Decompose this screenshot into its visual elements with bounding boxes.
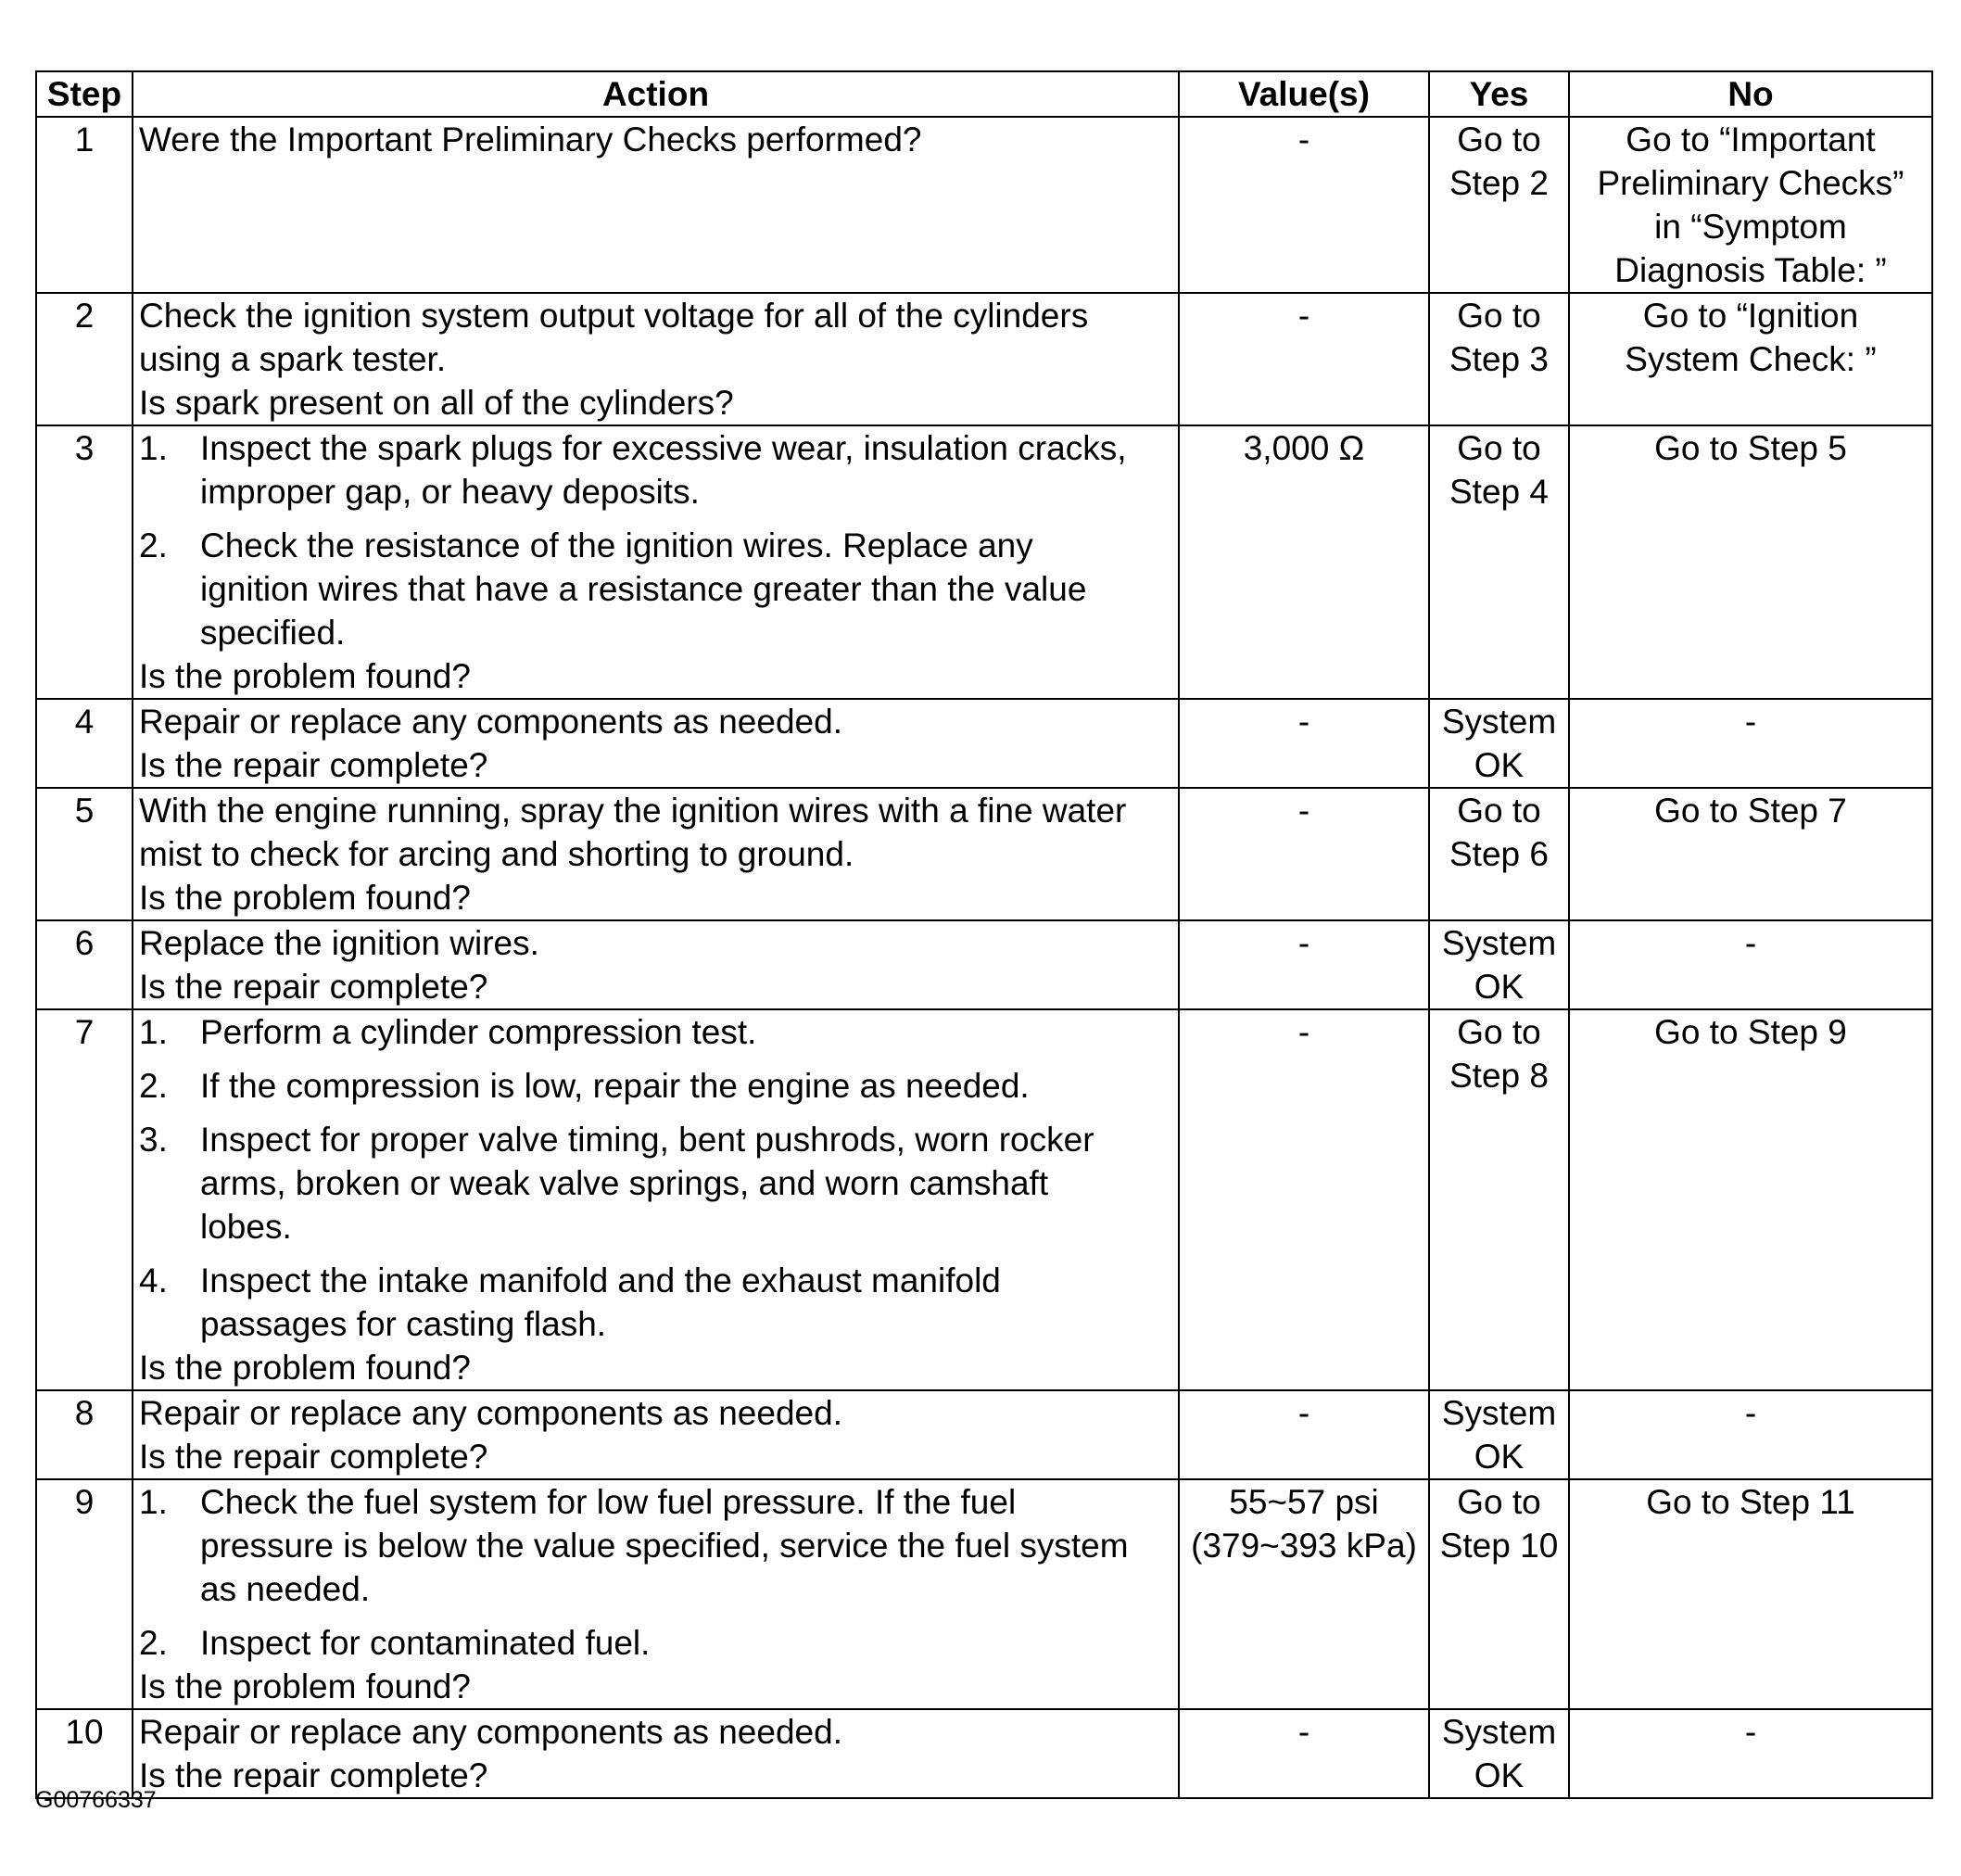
- value-cell: -: [1179, 293, 1429, 425]
- action-question: Is the problem found?: [139, 1349, 471, 1387]
- value-cell: -: [1179, 920, 1429, 1009]
- list-item: [139, 426, 1172, 513]
- action-text: Repair or replace any components as needed.: [139, 1394, 842, 1432]
- list-item-line: ignition wires that have a resistance greater than the value: [200, 570, 1087, 608]
- action-cell: [133, 1709, 1179, 1798]
- value-cell: -: [1179, 1709, 1429, 1798]
- step-number: 4: [36, 699, 133, 788]
- step-number: 9: [36, 1479, 133, 1709]
- no-text: in “Symptom: [1654, 208, 1847, 246]
- action-question: Is the problem found?: [139, 1667, 471, 1705]
- table-row: [36, 293, 1932, 425]
- value-cell: -: [1179, 699, 1429, 788]
- list-item-line: Inspect the intake manifold and the exhaust manifold: [200, 1261, 1001, 1299]
- yes-text: OK: [1474, 1756, 1525, 1794]
- yes-text: Go to: [1457, 792, 1541, 830]
- value-cell: -: [1179, 1390, 1429, 1479]
- yes-text: OK: [1474, 968, 1525, 1006]
- no-cell: [1569, 920, 1932, 1009]
- action-text: mist to check for arcing and shorting to ground.: [139, 835, 854, 873]
- no-text: Go to Step 5: [1654, 429, 1847, 467]
- yes-text: Go to: [1457, 297, 1541, 335]
- no-cell: [1569, 293, 1932, 425]
- list-item: [139, 1480, 1172, 1611]
- list-item-text: [200, 426, 1172, 513]
- list-item-number: 1.: [139, 1483, 168, 1521]
- action-question: Is the repair complete?: [139, 968, 488, 1006]
- header-no: No: [1569, 71, 1932, 117]
- list-item-text: [200, 1064, 1172, 1108]
- action-cell: [133, 117, 1179, 293]
- no-text: System Check: ”: [1625, 340, 1877, 378]
- no-text: -: [1744, 1713, 1757, 1751]
- no-cell: [1569, 117, 1932, 293]
- no-text: -: [1744, 924, 1757, 962]
- yes-cell: [1429, 425, 1569, 699]
- list-item-line: Inspect for proper valve timing, bent pushrods, worn rocker: [200, 1121, 1094, 1159]
- list-item-number: 4.: [139, 1261, 168, 1299]
- action-steps-list: [139, 426, 1172, 654]
- step-number: 5: [36, 788, 133, 920]
- yes-text: Step 6: [1449, 835, 1549, 873]
- no-text: -: [1744, 1394, 1757, 1432]
- yes-cell: [1429, 1709, 1569, 1798]
- list-item: [139, 1621, 1172, 1665]
- figure-id: G00766337: [35, 1787, 157, 1813]
- list-item-line: arms, broken or weak valve springs, and worn camshaft: [200, 1164, 1049, 1202]
- list-item-line: improper gap, or heavy deposits.: [200, 473, 700, 511]
- yes-text: Go to: [1457, 120, 1541, 158]
- list-item-text: [200, 1259, 1172, 1346]
- list-item: [139, 524, 1172, 654]
- list-item-number: 1.: [139, 429, 168, 467]
- action-question: Is the problem found?: [139, 879, 471, 917]
- value-cell: -: [1179, 117, 1429, 293]
- list-item-line: lobes.: [200, 1208, 292, 1246]
- table-row: [36, 699, 1932, 788]
- yes-text: Go to: [1457, 429, 1541, 467]
- table-row: [36, 425, 1932, 699]
- list-item: [139, 1259, 1172, 1346]
- table-row: [36, 920, 1932, 1009]
- yes-text: System: [1441, 1394, 1557, 1432]
- action-cell: [133, 425, 1179, 699]
- no-text: -: [1744, 703, 1757, 741]
- list-item-line: as needed.: [200, 1570, 371, 1608]
- list-item-line: If the compression is low, repair the engine as needed.: [200, 1067, 1030, 1105]
- yes-text: OK: [1474, 1438, 1525, 1476]
- list-item-text: [200, 1480, 1172, 1611]
- no-text: Go to “Ignition: [1642, 297, 1859, 335]
- no-text: Go to Step 9: [1654, 1013, 1847, 1051]
- action-question: Is the problem found?: [139, 657, 471, 695]
- step-number: 10: [36, 1709, 133, 1798]
- action-text: Replace the ignition wires.: [139, 924, 539, 962]
- no-cell: [1569, 1479, 1932, 1709]
- header-step: Step: [36, 71, 133, 117]
- action-cell: [133, 1390, 1179, 1479]
- list-item-number: 2.: [139, 1067, 168, 1105]
- step-number: 7: [36, 1009, 133, 1390]
- list-item-text: [200, 524, 1172, 654]
- action-text: Check the ignition system output voltage for all of the cylinders: [139, 297, 1089, 335]
- action-question: Is the repair complete?: [139, 1756, 488, 1794]
- action-cell: [133, 788, 1179, 920]
- action-question: Is the repair complete?: [139, 1438, 488, 1476]
- yes-text: Step 3: [1449, 340, 1549, 378]
- action-text: using a spark tester.: [139, 340, 447, 378]
- step-number: 8: [36, 1390, 133, 1479]
- list-item-line: Perform a cylinder compression test.: [200, 1013, 757, 1051]
- no-cell: [1569, 425, 1932, 699]
- list-item-line: Check the fuel system for low fuel pressure. If the fuel: [200, 1483, 1017, 1521]
- value-cell: -: [1179, 1009, 1429, 1390]
- list-item-line: Check the resistance of the ignition wires. Replace any: [200, 526, 1033, 564]
- list-item-number: 2.: [139, 526, 168, 564]
- yes-cell: [1429, 1479, 1569, 1709]
- action-cell: [133, 920, 1179, 1009]
- list-item-line: pressure is below the value specified, service the fuel system: [200, 1527, 1129, 1565]
- yes-text: Step 8: [1449, 1057, 1549, 1095]
- action-cell: [133, 699, 1179, 788]
- no-text: Go to Step 7: [1654, 792, 1847, 830]
- list-item-number: 2.: [139, 1624, 168, 1662]
- table-row: [36, 788, 1932, 920]
- no-cell: [1569, 1390, 1932, 1479]
- yes-text: Step 10: [1439, 1527, 1559, 1565]
- yes-text: System: [1441, 924, 1557, 962]
- yes-cell: [1429, 788, 1569, 920]
- list-item: [139, 1064, 1172, 1108]
- diagnostic-table: [35, 70, 1933, 1799]
- header-yes: Yes: [1429, 71, 1569, 117]
- value-cell: -: [1179, 788, 1429, 920]
- header-values: Value(s): [1179, 71, 1429, 117]
- action-cell: [133, 293, 1179, 425]
- action-text: Were the Important Preliminary Checks performed?: [139, 120, 922, 158]
- list-item-number: 1.: [139, 1013, 168, 1051]
- no-cell: [1569, 1709, 1932, 1798]
- list-item-line: passages for casting flash.: [200, 1305, 607, 1343]
- action-steps-list: [139, 1480, 1172, 1665]
- list-item-line: specified.: [200, 614, 346, 652]
- step-number: 3: [36, 425, 133, 699]
- no-text: Diagnosis Table: ”: [1614, 251, 1887, 289]
- action-question: Is the repair complete?: [139, 746, 488, 784]
- list-item: [139, 1010, 1172, 1054]
- no-text: Go to “Important: [1626, 120, 1876, 158]
- table-body: [36, 117, 1932, 1798]
- yes-text: Step 2: [1449, 164, 1549, 202]
- table-row: [36, 1479, 1932, 1709]
- list-item: [139, 1118, 1172, 1249]
- yes-cell: [1429, 1009, 1569, 1390]
- yes-text: Go to: [1457, 1483, 1541, 1521]
- yes-cell: [1429, 293, 1569, 425]
- yes-text: System: [1441, 703, 1557, 741]
- action-question: Is spark present on all of the cylinders?: [139, 384, 734, 422]
- yes-cell: [1429, 699, 1569, 788]
- list-item-line: Inspect for contaminated fuel.: [200, 1624, 651, 1662]
- yes-text: Go to: [1457, 1013, 1541, 1051]
- yes-text: Step 4: [1449, 473, 1549, 511]
- list-item-text: [200, 1118, 1172, 1249]
- header-action: Action: [133, 71, 1179, 117]
- step-number: 1: [36, 117, 133, 293]
- diagnostic-table-container: [35, 70, 1931, 1799]
- yes-text: OK: [1474, 746, 1525, 784]
- list-item-text: [200, 1621, 1172, 1665]
- step-number: 2: [36, 293, 133, 425]
- action-text: Repair or replace any components as needed.: [139, 1713, 842, 1751]
- table-row: [36, 1709, 1932, 1798]
- action-text: Repair or replace any components as needed.: [139, 703, 842, 741]
- no-text: Preliminary Checks”: [1597, 164, 1904, 202]
- table-header-row: [36, 71, 1932, 117]
- action-cell: [133, 1009, 1179, 1390]
- table-row: [36, 1390, 1932, 1479]
- list-item-text: [200, 1010, 1172, 1054]
- action-text: With the engine running, spray the ignition wires with a fine water: [139, 792, 1127, 830]
- step-number: 6: [36, 920, 133, 1009]
- value-cell: 3,000 Ω: [1179, 425, 1429, 699]
- no-cell: [1569, 699, 1932, 788]
- no-cell: [1569, 788, 1932, 920]
- yes-cell: [1429, 117, 1569, 293]
- no-cell: [1569, 1009, 1932, 1390]
- value-cell: 55~57 psi (379~393 kPa): [1179, 1479, 1429, 1709]
- list-item-line: Inspect the spark plugs for excessive wear, insulation cracks,: [200, 429, 1127, 467]
- yes-cell: [1429, 920, 1569, 1009]
- table-row: [36, 117, 1932, 293]
- yes-cell: [1429, 1390, 1569, 1479]
- table-row: [36, 1009, 1932, 1390]
- list-item-number: 3.: [139, 1121, 168, 1159]
- action-steps-list: [139, 1010, 1172, 1346]
- yes-text: System: [1441, 1713, 1557, 1751]
- no-text: Go to Step 11: [1646, 1483, 1855, 1521]
- action-cell: [133, 1479, 1179, 1709]
